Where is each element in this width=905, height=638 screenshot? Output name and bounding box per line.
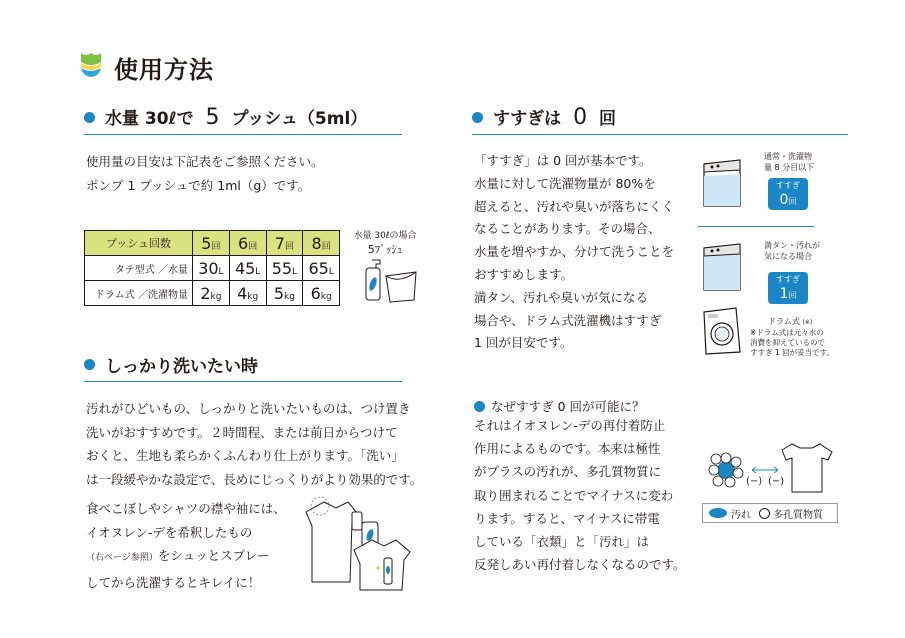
legend-dirt-label: 汚れ (731, 509, 751, 521)
rinse-case2-note: 満タン・汚れが 気になる場合 (764, 241, 820, 261)
dosage-line: 使用量の目安は下記表をご参照ください。 (86, 154, 324, 169)
why-title: なぜすすぎ 0 回が可能に？ (491, 399, 645, 414)
porous-swatch-icon (759, 508, 770, 519)
rinse-title-suffix: 回 (599, 109, 617, 129)
table-header-label: プッシュ回数 (85, 231, 193, 256)
rinse-title-number: 0 (573, 105, 588, 130)
rinse-case1-note: 通常・洗濯物 量 8 分目以下 (764, 152, 815, 172)
water-volume-cell: 45L (229, 256, 266, 281)
why-line: がプラスの汚れが、多孔質物質に (474, 464, 662, 480)
rinse-line: 「すすぎ」は 0 回が基本です。 (474, 153, 652, 168)
why-text (474, 414, 686, 576)
heavy-line: 洗いがおすすめです。２時間程、または前日からつけて (86, 424, 398, 440)
spray-line: イオヌレン-デを希釈したもの (86, 524, 253, 540)
spray-tip-text (86, 497, 286, 594)
rinse-line: おすすめします。 (474, 266, 574, 282)
divider (698, 226, 814, 227)
laundry-weight-cell: 4kg (229, 281, 266, 306)
dirt-swatch-icon (709, 508, 727, 518)
heavy-line: 汚れがひどいもの、しっかりと洗いたいものは、つけ置き (86, 401, 411, 416)
rinse-text (474, 150, 674, 355)
spray-line: してから洗濯するとキレイに！ (86, 574, 261, 590)
page-title: 使用方法 (114, 56, 214, 84)
table-row (85, 231, 340, 256)
washer-full-load-icon (698, 238, 746, 294)
rinse-1-badge: すすぎ 1回 (768, 272, 808, 304)
repulsion-diagram-icon (700, 440, 840, 496)
rinse-line: 超えると、汚れや臭いが落ちにくく (474, 198, 675, 214)
heavy-wash-heading (84, 352, 402, 382)
dosage-title-number: 5 (205, 105, 220, 130)
water-volume-cell: 30L (193, 256, 230, 281)
why-line: 作用によるものです。本来は極性 (474, 441, 661, 457)
dosage-title-suffix: プッシュ（5ml） (231, 109, 368, 129)
washer-normal-load-icon (698, 154, 746, 210)
why-line: ります。すると、マイナスに帯電 (474, 510, 660, 526)
dosage-text (86, 150, 324, 197)
drum-type-label: ドラム式 ／洗濯物量 (85, 281, 193, 306)
diagram-legend (702, 503, 838, 523)
rinse-line: 1 回が目安です。 (474, 335, 573, 351)
rinse-line: 場合や、ドラム式洗濯機はすすぎ (474, 312, 662, 328)
spray-line: 食べこぼしやシャツの襟や袖には、 (86, 501, 286, 516)
rinse-line: 水量を増やすか、分けて洗うことを (474, 244, 675, 260)
rinse-line: なることがあります。その場合、 (474, 221, 661, 237)
why-line: 取り囲まれることでマイナスに変わ (474, 487, 674, 503)
bullet-dot-icon (472, 112, 483, 123)
spray-line: （右ページ参照）をシュッとスプレー (86, 548, 270, 563)
water-volume-cell: 55L (266, 256, 303, 281)
push-count-cell: 6回 (229, 231, 266, 256)
rinse-line: 満タン、汚れや臭いが気になる (474, 289, 649, 305)
rinse-line: 水量に対して洗濯物量が 80%を (474, 175, 656, 191)
bullet-dot-icon (474, 401, 485, 412)
legend-porous-label: 多孔質物質 (773, 509, 823, 521)
vertical-type-label: タテ型式 ／水量 (85, 256, 193, 281)
laundry-weight-cell: 5kg (266, 281, 303, 306)
illustration-caption: 水量 30ℓの場合 5ﾌﾟｯｼｭ (353, 231, 417, 256)
heavy-line: は一段緩やかな設定で、長めにじっくりがより効果的です。 (86, 471, 423, 487)
table-row (85, 256, 340, 281)
rinse-heading (472, 104, 848, 135)
laundry-weight-cell: 2kg (193, 281, 230, 306)
minus-charge-2: (−) (768, 476, 785, 487)
why-line: それはイオヌレン-デの再付着防止 (474, 418, 666, 433)
drum-label: ドラム式 (※) (768, 317, 813, 326)
push-count-cell: 5回 (193, 231, 230, 256)
why-heading (474, 397, 645, 415)
drum-washer-icon (700, 306, 744, 356)
dosage-table (84, 230, 340, 306)
dosage-title-prefix: 水量 30ℓで (105, 109, 194, 129)
minus-charge-1: (−) (746, 476, 763, 487)
rinse-title-prefix: すすぎは (493, 109, 562, 129)
dosage-heading (84, 104, 402, 135)
laundry-weight-cell: 6kg (303, 281, 340, 306)
shirt-spray-icon (296, 492, 414, 592)
why-line: 反発しあい再付着しなくなるのです。 (474, 557, 686, 573)
table-row (85, 281, 340, 306)
heavy-wash-text (86, 397, 422, 491)
push-count-cell: 7回 (266, 231, 303, 256)
bullet-dot-icon (84, 112, 95, 123)
brand-logo-icon (78, 50, 104, 78)
dosage-line: ポンプ 1 プッシュで約 1ml（g）です。 (86, 177, 311, 193)
rinse-0-badge: すすぎ 0回 (768, 178, 808, 210)
drum-note: ※ドラム式は元々水の 消費を抑えているので すすぎ 1 回が妥当です。 (750, 328, 835, 357)
why-line: している「衣類」と「汚れ」は (474, 534, 650, 550)
push-count-cell: 8回 (303, 231, 340, 256)
heavy-wash-title: しっかり洗いたい時 (105, 357, 258, 377)
heavy-line: おくと、生地も柔らかくふんわり仕上がります。「洗い」 (86, 448, 404, 463)
water-volume-cell: 65L (303, 256, 340, 281)
bullet-dot-icon (84, 359, 95, 370)
pump-bottle-washer-icon (352, 256, 422, 304)
